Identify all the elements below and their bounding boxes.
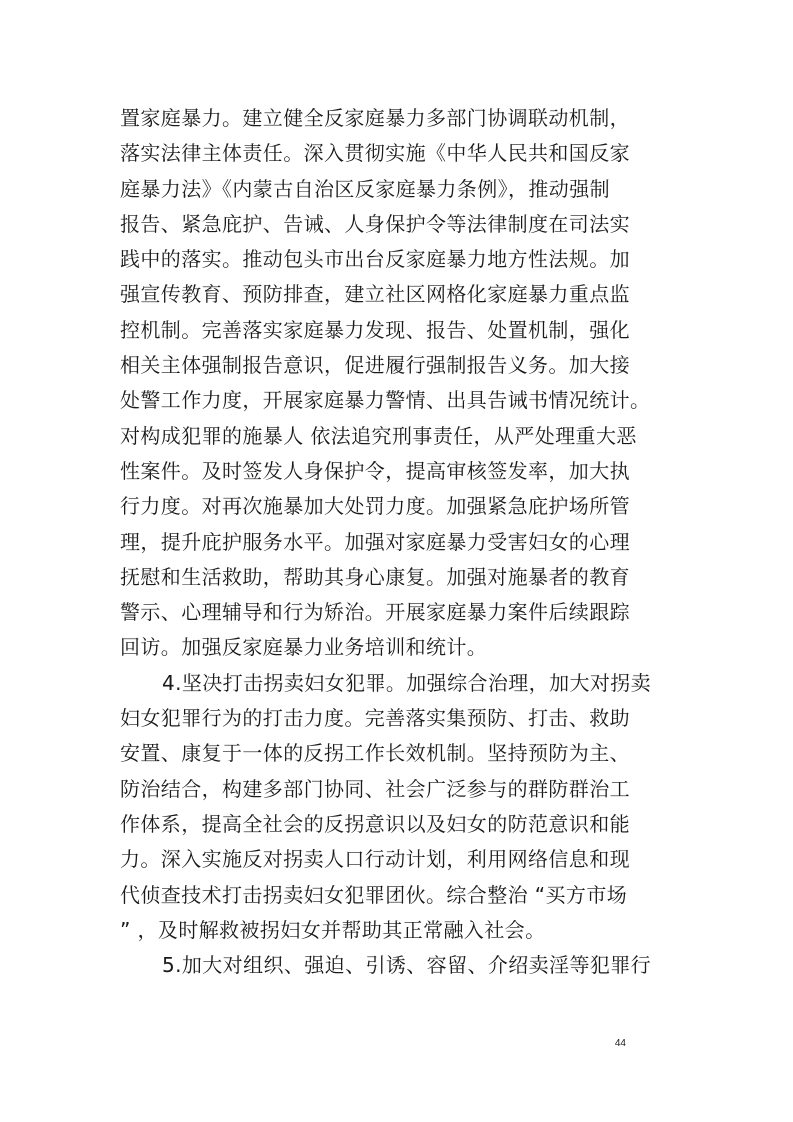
paragraph-prostitution-crimes (120, 948, 685, 983)
text-line: 对构成犯罪的施暴人 依法追究刑事责任，从严处理重大恶 (120, 423, 637, 448)
text-line: 强宣传教育、预防排查，建立社区网格化家庭暴力重点监 (120, 282, 630, 307)
text-line: 妇女犯罪行为的打击力度。完善落实集预防、打击、救助 (120, 706, 630, 731)
text-line: 处警工作力度，开展家庭暴力警情、出具告诫书情况统计。 (120, 388, 651, 413)
text-line: 性案件。及时签发人身保护令，提高审核签发率，加大执 (120, 458, 630, 483)
text-line: 相关主体强制报告意识，促进履行强制报告义务。加大接 (120, 353, 630, 378)
text-line: 抚慰和生活救助，帮助其身心康复。加强对施暴者的教育 (120, 564, 630, 589)
text-line: 理，提升庇护服务水平。加强对家庭暴力受害妇女的心理 (120, 529, 630, 554)
text-line: 警示、心理辅导和行为矫治。开展家庭暴力案件后续跟踪 (120, 600, 630, 625)
text-line: 控机制。完善落实家庭暴力发现、报告、处置机制，强化 (120, 317, 630, 342)
text-line: 回访。加强反家庭暴力业务培训和统计。 (120, 635, 488, 660)
text-line: 落实法律主体责任。深入贯彻实施《中华人民共和国反家 (120, 141, 630, 166)
text-line: 代侦查技术打击拐卖妇女犯罪团伙。综合整治 “买方市场 (120, 882, 628, 907)
text-line: 行力度。对再次施暴加大处罚力度。加强紧急庇护场所管 (120, 494, 630, 519)
paragraph-domestic-violence (120, 101, 685, 666)
text-line-first: 4.坚决打击拐卖妇女犯罪。加强综合治理，加大对拐卖 (162, 670, 652, 695)
text-line: 作体系，提高全社会的反拐意识以及妇女的防范意识和能 (120, 811, 630, 836)
text-line: 安置、康复于一体的反拐工作长效机制。坚持预防为主、 (120, 741, 630, 766)
body-text (120, 101, 685, 983)
text-line: 置家庭暴力。建立健全反家庭暴力多部门协调联动机制， (120, 106, 630, 130)
page-number: 44 (614, 1038, 626, 1049)
text-line: 践中的落实。推动包头市出台反家庭暴力地方性法规。加 (120, 247, 630, 272)
text-line: 报告、紧急庇护、告诫、人身保护令等法律制度在司法实 (120, 211, 630, 236)
text-line: 庭暴力法》《内蒙古自治区反家庭暴力条例》，推动强制 (120, 176, 610, 201)
text-line: ” ，及时解救被拐妇女并帮助其正常融入社会。 (120, 917, 546, 942)
text-line: 力。深入实施反对拐卖人口行动计划，利用网络信息和现 (120, 847, 630, 872)
paragraph-anti-trafficking (120, 666, 685, 948)
text-line-first: 5.加大对组织、强迫、引诱、容留、介绍卖淫等犯罪行 (162, 953, 652, 978)
text-line: 防治结合，构建多部门协同、社会广泛参与的群防群治工 (120, 776, 630, 801)
